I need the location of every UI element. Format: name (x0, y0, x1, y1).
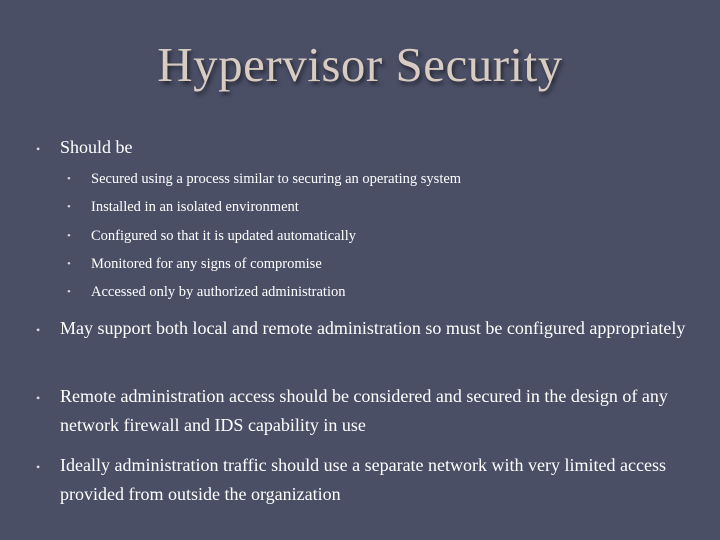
sub-bullet-text: Accessed only by authorized administration (91, 284, 346, 300)
sub-bullet-item (0, 197, 720, 217)
sub-bullet-text: Installed in an isolated environment (91, 199, 299, 215)
bullet-dot-icon: • (67, 258, 71, 270)
bullet-item-should-be (0, 133, 720, 162)
bullet-item (0, 382, 720, 440)
bullet-text: Remote administration access should be considered and secured in the design of any network firewall and IDS capability in use (60, 386, 668, 435)
bullet-text: Should be (60, 137, 133, 157)
bullet-dot-icon: • (36, 142, 41, 156)
sub-bullet-text: Configured so that it is updated automatically (91, 228, 356, 244)
sub-bullet-item (0, 254, 720, 274)
bullet-dot-icon: • (67, 286, 71, 298)
bullet-item (0, 451, 720, 509)
bullet-dot-icon: • (36, 460, 41, 474)
bullet-dot-icon: • (36, 323, 41, 337)
sub-bullet-item (0, 226, 720, 246)
bullet-dot-icon: • (67, 201, 71, 213)
bullet-text: May support both local and remote administration so must be configured appropriately (60, 318, 686, 338)
bullet-dot-icon: • (67, 173, 71, 185)
sub-bullet-item (0, 169, 720, 189)
sub-bullet-text: Secured using a process similar to securing an operating system (91, 171, 462, 187)
sub-bullet-item (0, 282, 720, 302)
bullet-text: Ideally administration traffic should use a separate network with very limited access provided from outside the organization (60, 455, 666, 504)
bullet-dot-icon: • (67, 230, 71, 242)
sub-bullet-text: Monitored for any signs of compromise (91, 256, 322, 272)
bullet-item (0, 314, 720, 372)
bullet-dot-icon: • (36, 391, 41, 405)
slide-title: Hypervisor Security (157, 37, 563, 92)
